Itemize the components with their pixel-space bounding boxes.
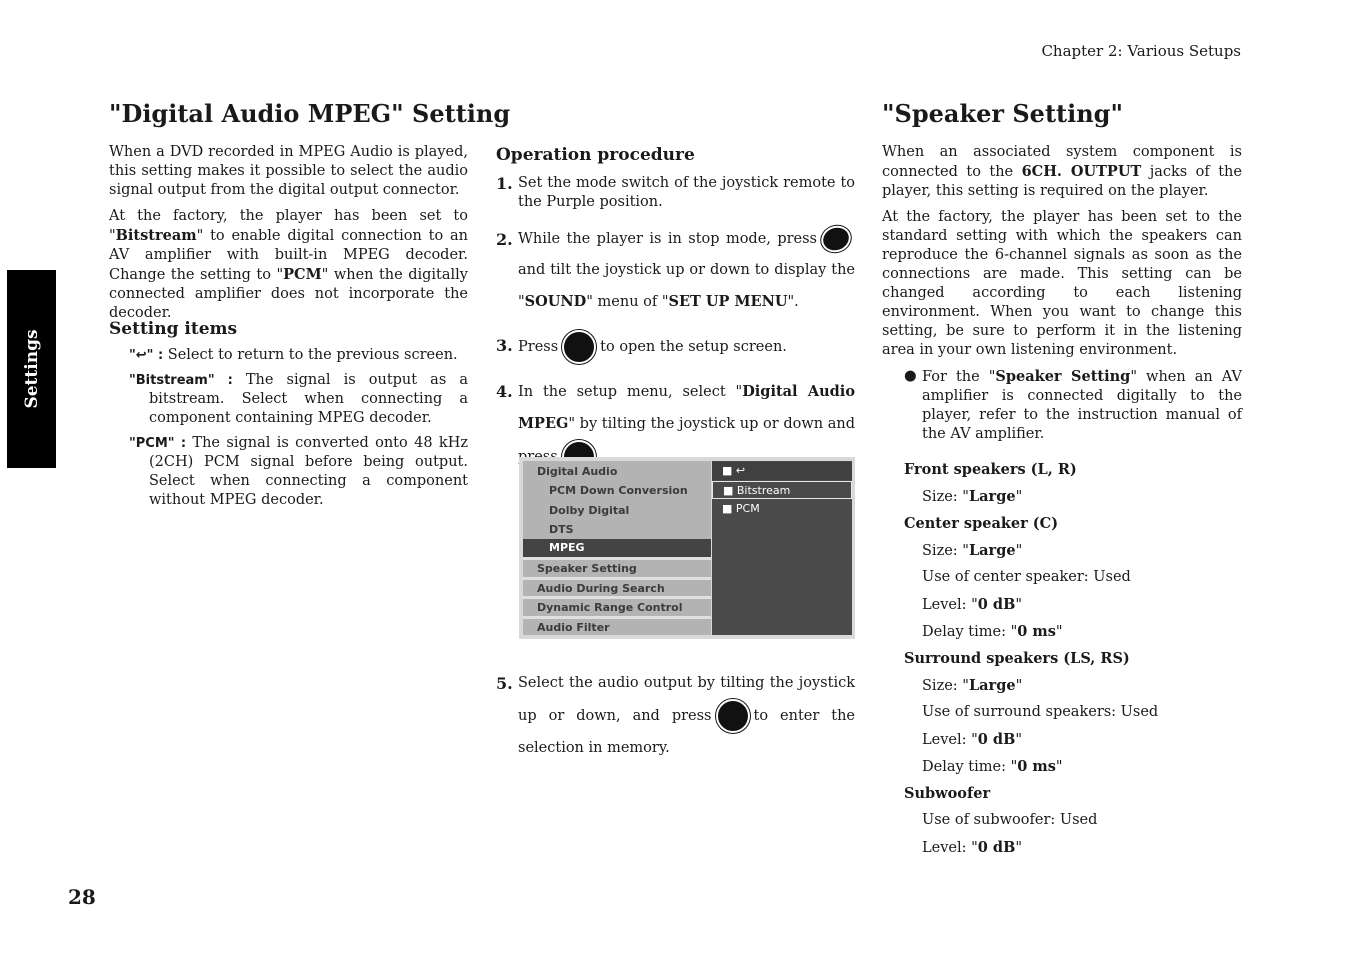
right-column (882, 143, 1242, 861)
center-use: Use of center speaker: Used (922, 569, 1131, 585)
speaker-note: ● For the "Speaker Setting" when an AV amplifier is connected digitally to the player, refer to the instruction manual of the AV amplifier. (904, 368, 1242, 442)
option-bitstream[interactable]: ■ Bitstream (712, 481, 852, 499)
surround-use: Use of surround speakers: Used (922, 704, 1159, 720)
surround-size: Size: "Large" (922, 677, 1023, 694)
menu-item-pcm-down-conversion[interactable]: PCM Down Conversion (549, 484, 688, 497)
setup-menu-left-panel (523, 461, 711, 635)
item-pcm: "PCM" : The signal is converted onto 48 kHz (2CH) PCM signal before being output. Select when connecting a component without MPEG decoder. (129, 435, 468, 508)
center-delay: Delay time: "0 ms" (922, 623, 1063, 640)
option-return[interactable]: ■ ↩ (712, 462, 852, 480)
bullet-icon: ● (904, 368, 917, 384)
setting-items-list (129, 346, 468, 516)
setup-menu-right-panel (712, 461, 852, 635)
setting-items-heading: Setting items (109, 319, 238, 339)
speaker-intro-paragraph: When an associated system component is connected to the 6CH. OUTPUT jacks of the player, this setting is required on the player. (882, 144, 1242, 199)
side-tab (7, 270, 56, 468)
steps-list (496, 174, 855, 486)
center-speaker-heading: Center speaker (C) (904, 515, 1059, 532)
menu-item-digital-audio[interactable]: Digital Audio (537, 465, 618, 478)
step-5: 5. Select the audio output by tilting the joystick up or down, and press to enter the selection in memory. (496, 674, 856, 756)
left-column (109, 143, 468, 330)
menu-item-dts[interactable]: DTS (549, 523, 574, 536)
page-number: 28 (68, 885, 96, 909)
step-1: 1. Set the mode switch of the joystick remote to the Purple position. (496, 174, 855, 210)
digital-audio-title: "Digital Audio MPEG" Setting (109, 99, 511, 128)
menu-item-dolby-digital[interactable]: Dolby Digital (549, 504, 630, 517)
option-pcm[interactable]: ■ PCM (722, 502, 760, 515)
menu-item-audio-during-search[interactable]: Audio During Search (523, 577, 711, 595)
center-level: Level: "0 dB" (922, 596, 1023, 613)
setup-menu-screen (519, 457, 855, 639)
side-tab-label: Settings (21, 329, 42, 409)
step-2: 2. While the player is in stop mode, pressand tilt the joystick up or down to display the "SOUND" menu of "SET UP MENU". (496, 224, 855, 318)
item-return: "↩" : Select to return to the previous screen. (129, 347, 458, 363)
enter-button-icon (716, 699, 750, 733)
menu-item-mpeg[interactable]: MPEG (523, 539, 711, 557)
menu-item-dynamic-range-control[interactable]: Dynamic Range Control (523, 596, 711, 614)
step-3: 3. Press to open the setup screen. (496, 330, 855, 364)
intro-paragraph: When a DVD recorded in MPEG Audio is played, this setting makes it possible to select the audio signal output from the digital output connector. (109, 144, 468, 198)
factory-paragraph: At the factory, the player has been set to "Bitstream" to enable digital connection to an AV amplifier with built-in MPEG decoder. Change the setting to "PCM" when the digitally connected amplifier does not incorporate the decoder. (109, 208, 468, 321)
step-4: 4. In the setup menu, select "Digital Audio MPEG" by tilting the joystick up or down and (496, 376, 855, 474)
menu-item-speaker-setting[interactable]: Speaker Setting (523, 557, 711, 575)
surround-speakers-heading: Surround speakers (LS, RS) (904, 650, 1130, 667)
speaker-setting-title: "Speaker Setting" (882, 99, 1123, 128)
surround-delay: Delay time: "0 ms" (922, 758, 1063, 775)
front-size: Size: "Large" (922, 488, 1023, 505)
speaker-factory-paragraph: At the factory, the player has been set to the standard setting with which the speakers can reproduce the 6-channel signals as soon as the connections are made. This setting can be changed according to each listening environment. When you want to change this setting, be sure to perform it in the listening area in your own listening environment. (882, 209, 1242, 358)
item-bitstream: "Bitstream" : The signal is output as a bitstream. Select when connecting a component containing MPEG decoder. (129, 372, 468, 426)
subwoofer-heading: Subwoofer (904, 785, 991, 802)
subwoofer-use: Use of subwoofer: Used (922, 812, 1098, 828)
surround-level: Level: "0 dB" (922, 731, 1023, 748)
joystick-button-icon (817, 222, 854, 257)
enter-button-icon (562, 330, 596, 364)
step-5-container (496, 668, 855, 776)
menu-item-audio-filter[interactable]: Audio Filter (523, 616, 711, 634)
operation-procedure-heading: Operation procedure (496, 145, 695, 165)
subwoofer-level: Level: "0 dB" (922, 839, 1023, 856)
center-size: Size: "Large" (922, 542, 1023, 559)
front-speakers-heading: Front speakers (L, R) (904, 461, 1077, 478)
chapter-header: Chapter 2: Various Setups (1041, 42, 1241, 60)
